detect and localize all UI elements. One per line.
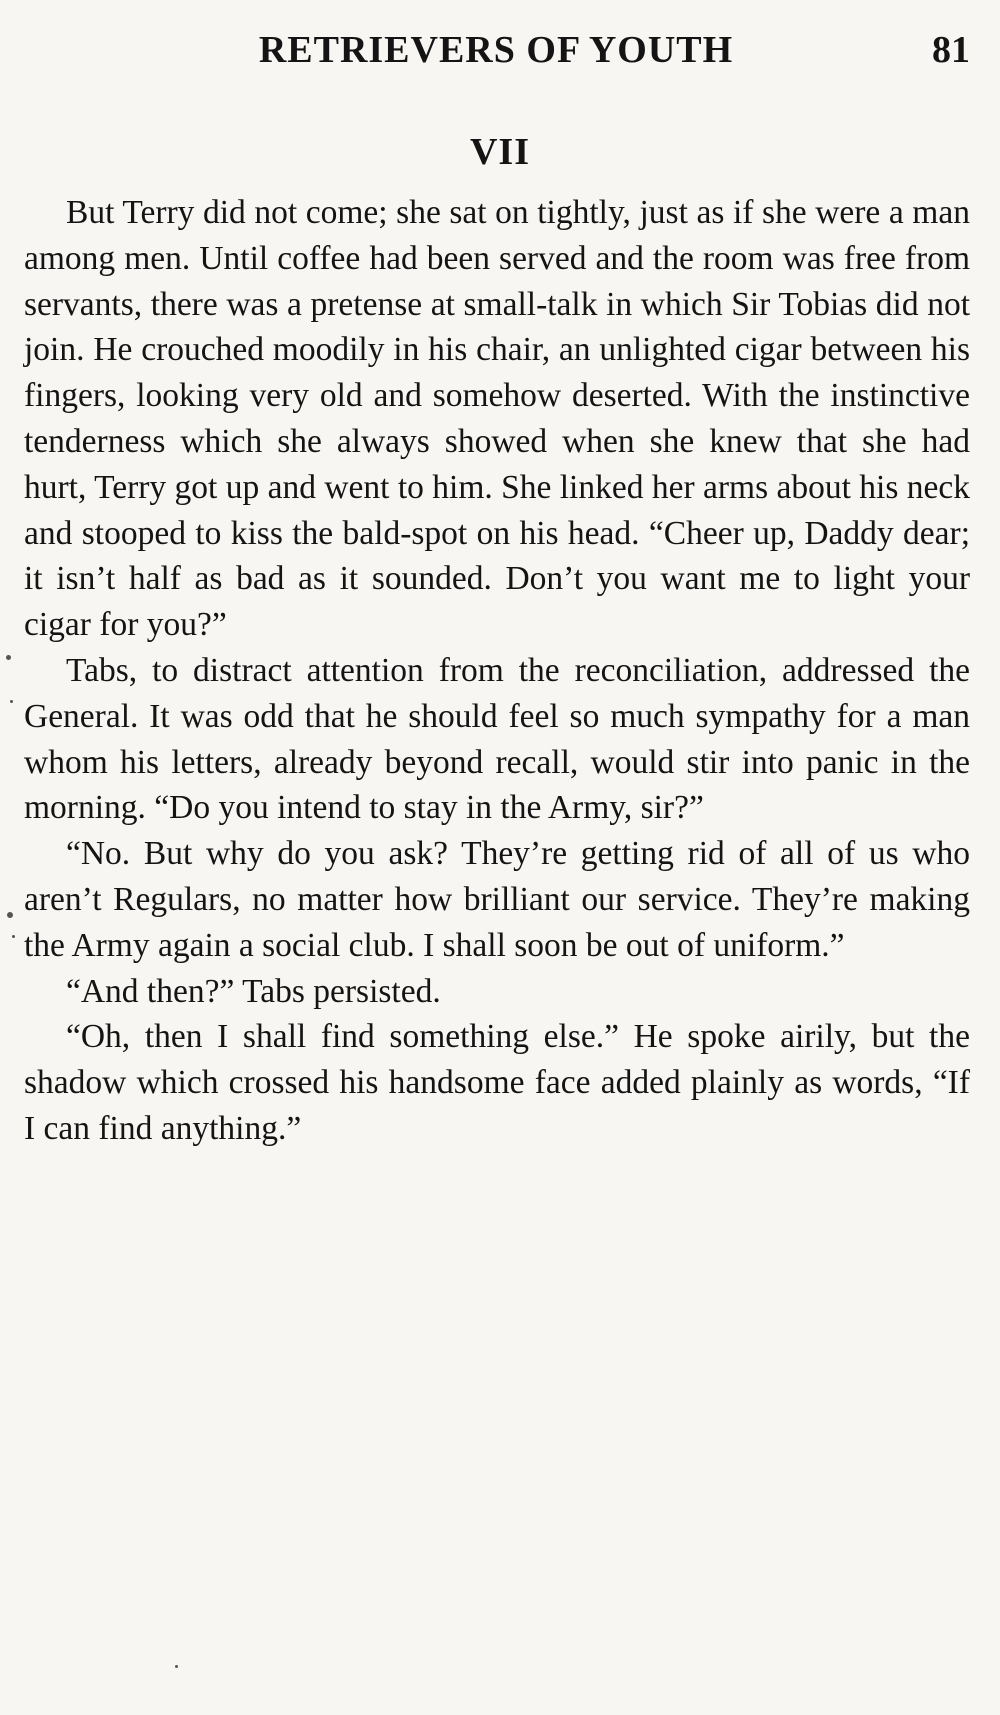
running-title: RETRIEVERS OF YOUTH [258,29,734,71]
body-text [24,190,970,1152]
paragraph-3: “No. But why do you ask? They’re getting rid of all of us who aren’t Regulars, no matter how brilliant our service. They’re making the Army again a social club. I shall soon be out of uniform.” [24,835,970,964]
print-speck [10,700,13,703]
print-speck [6,655,11,660]
print-speck [7,912,13,918]
paragraph-4: “And then?” Tabs persisted. [66,972,441,1010]
running-header [22,28,970,78]
paragraph-5: “Oh, then I shall find something else.” He spoke airily, but the shadow which crossed his handsome face added plainly as words, “If I can find anything.” [24,1018,970,1147]
page-number: 81 [932,29,970,71]
print-speck [12,935,15,938]
chapter-heading: VII [469,131,531,173]
print-speck [175,1665,178,1668]
paragraph-2: Tabs, to distract attention from the reconciliation, addressed the General. It was odd that he should feel so much sympathy for a man whom his letters, already beyond recall, would stir into panic in the morning. “Do you intend to stay in the Army, sir?” [24,651,970,827]
paragraph-1: But Terry did not come; she sat on tightly, just as if she were a man among men. Until coffee had been served and the room was free from servants, there was a pretense at small-talk in which Sir Tobias did not join. He crouched moodily in his chair, an unlighted cigar between his fingers, looking very old and somehow deserted. With the instinctive tenderness which she always showed when she knew that she had hurt, Terry got up and went to him. She linked her arms about his neck and stooped to kiss the bald-spot on his head. “Cheer up, Daddy dear; it isn’t half as bad as it sounded. Don’t you want me to light your cigar for you?” [24,194,971,644]
